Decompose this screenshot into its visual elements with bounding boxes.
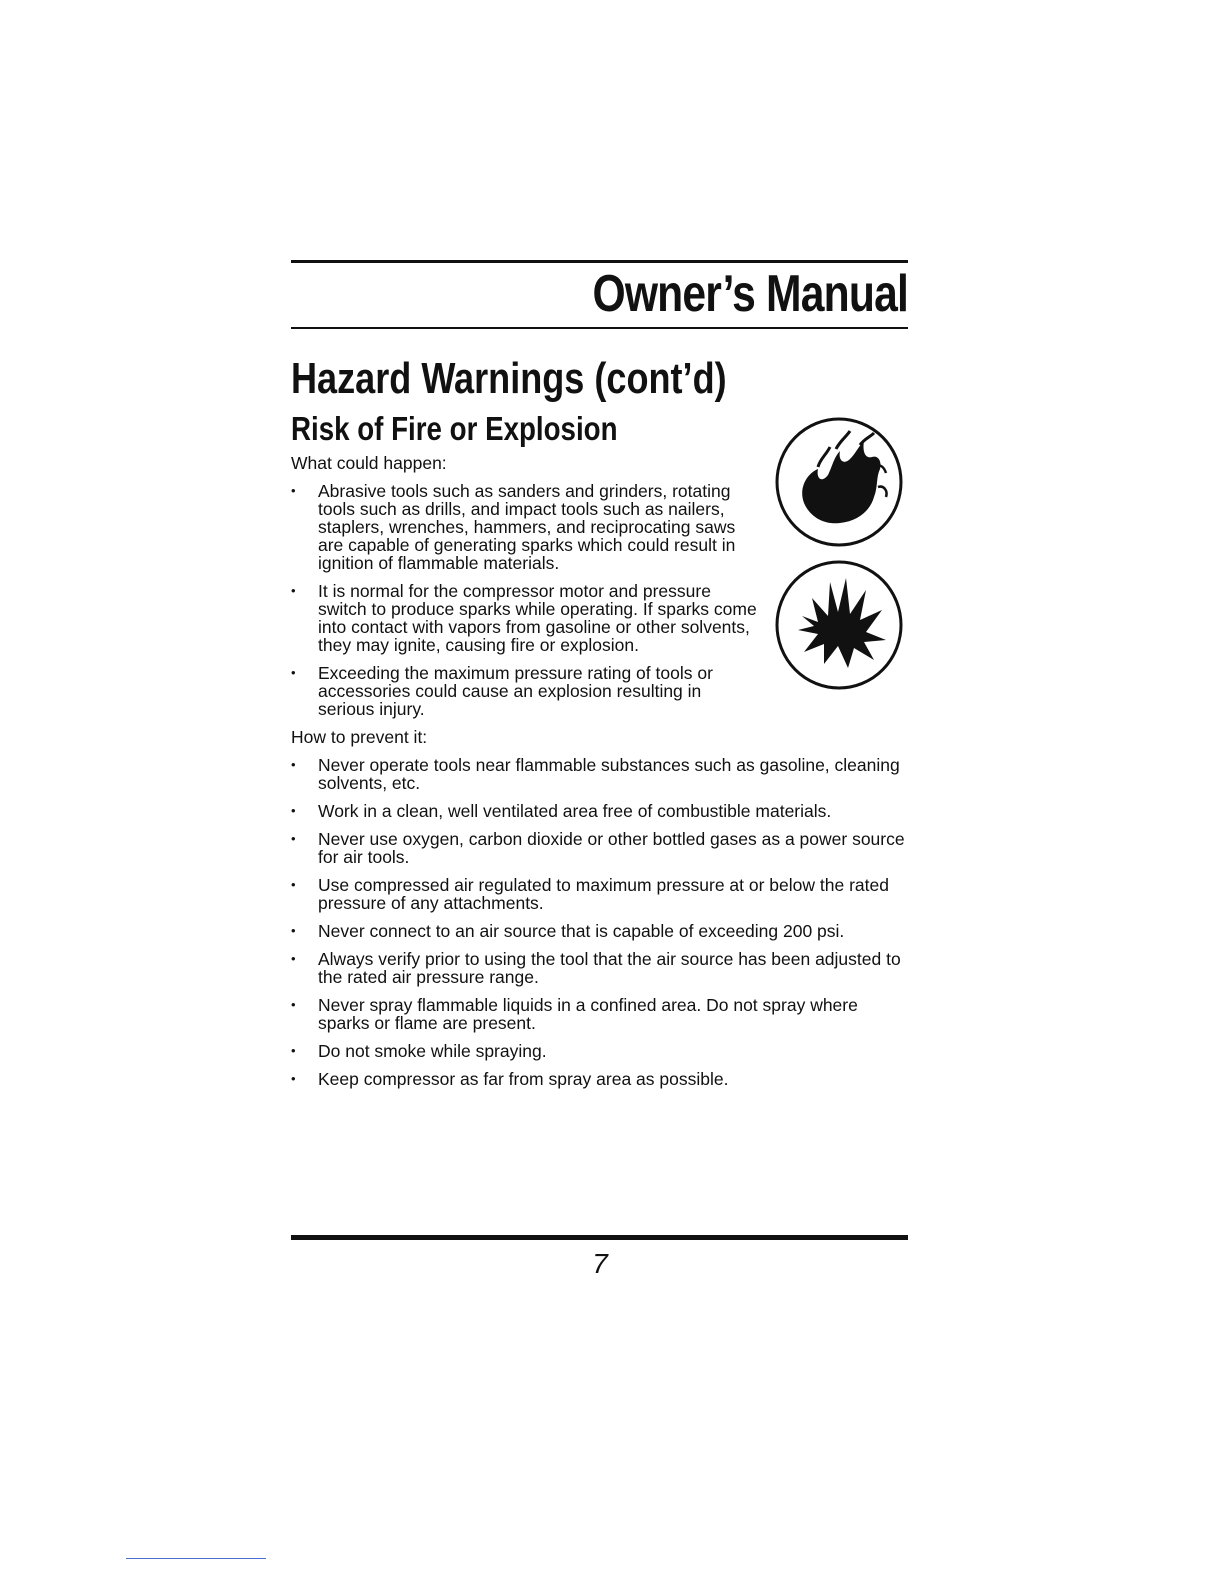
list-item: • It is normal for the compressor motor and pressure switch to produce sparks while operating. If sparks come into contact with vapors from gasoline or other solvents, they may ignite, causing fire or explosion. (291, 582, 758, 654)
list-item: • Use compressed air regulated to maximum pressure at or below the rated pressure of any attachments. (291, 876, 911, 912)
list-item: • Keep compressor as far from spray area as possible. (291, 1070, 911, 1088)
footer-rule (291, 1235, 908, 1240)
list-item: • Abrasive tools such as sanders and grinders, rotating tools such as drills, and impact tools such as nailers, staplers, wrenches, hammers, and reciprocating saws are capable of generating sparks which could result in ignition of flammable materials. (291, 482, 758, 572)
header-bottom-rule (291, 327, 908, 329)
what-could-happen-label: What could happen: (291, 453, 447, 473)
manual-title: Owner’s Manual (592, 265, 908, 323)
list-item: • Exceeding the maximum pressure rating of tools or accessories could cause an explosion resulting in serious injury. (291, 664, 758, 718)
list-item: • Never spray flammable liquids in a confined area. Do not spray where sparks or flame are present. (291, 996, 911, 1032)
content-body (291, 454, 911, 1098)
how-to-prevent-list (291, 756, 911, 1088)
list-item: • Do not smoke while spraying. (291, 1042, 911, 1060)
list-item: • Work in a clean, well ventilated area free of combustible materials. (291, 802, 911, 820)
what-could-happen-list (291, 482, 911, 718)
list-item: • Never connect to an air source that is capable of exceeding 200 psi. (291, 922, 911, 940)
page-heading: Hazard Warnings (cont’d) (291, 354, 727, 403)
section-heading: Risk of Fire or Explosion (291, 410, 618, 447)
page-number: 7 (592, 1248, 608, 1279)
list-item: • Never operate tools near flammable substances such as gasoline, cleaning solvents, etc. (291, 756, 911, 792)
footer-link-underline (126, 1558, 266, 1559)
how-to-prevent-label: How to prevent it: (291, 727, 428, 747)
list-item: • Never use oxygen, carbon dioxide or other bottled gases as a power source for air tools. (291, 830, 911, 866)
list-item: • Always verify prior to using the tool that the air source has been adjusted to the rated air pressure range. (291, 950, 911, 986)
